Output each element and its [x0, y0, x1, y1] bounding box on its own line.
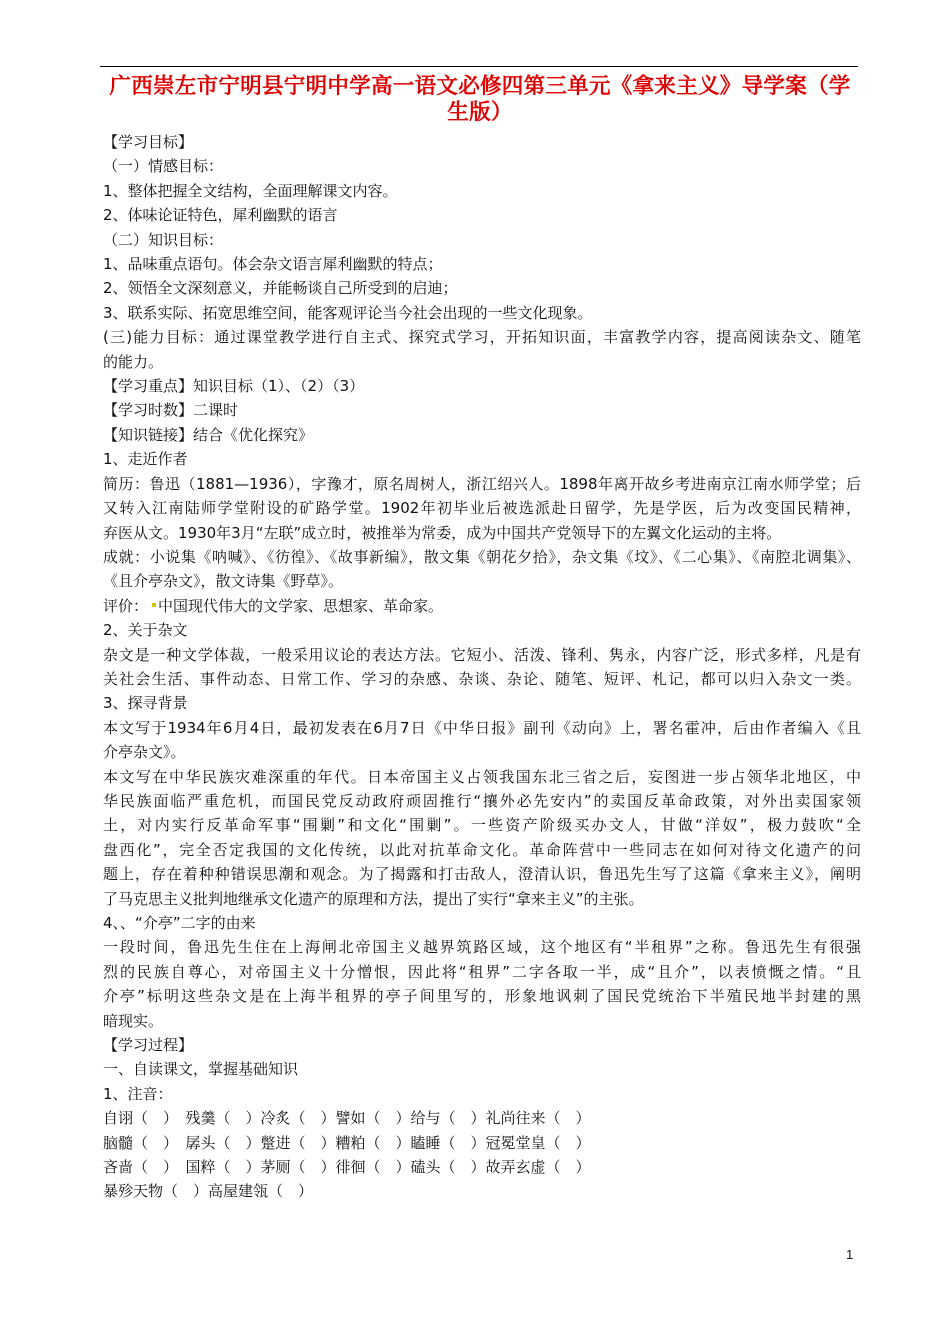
- text-line: 3、联系实际、拓宽思维空间，能客观评论当今社会出现的一些文化现象。: [103, 303, 593, 322]
- text-line: 3、探寻背景: [103, 694, 188, 713]
- text-line: 1、走近作者: [103, 450, 188, 469]
- text-line: 关社会生活、事件动态、日常工作、学习的杂感、杂谈、杂论、随笔、短评、札记，都可以归入杂文一类。: [103, 669, 861, 688]
- section-heading: 【学习目标】: [103, 133, 194, 151]
- text-line: 一、自读课文，掌握基础知识: [103, 1060, 299, 1079]
- text-line: 成就：小说集《呐喊》、《彷徨》、《故事新编》，散文集《朝花夕拾》，杂文集《坟》、《二心集》、《南腔北调集》、: [103, 547, 861, 566]
- text-line: 2、体味论证特色，犀利幽默的语言: [103, 206, 338, 225]
- text-line: 1、品味重点语句。体会杂文语言犀利幽默的特点；: [103, 255, 443, 274]
- text-line: 本文写在中华民族灾难深重的年代。日本帝国主义占领我国东北三省之后，妄图进一步占领华北地区，中: [103, 767, 861, 786]
- pinyin-row: 暴殄天物（ ）高屋建瓴（ ）: [103, 1182, 314, 1201]
- page-number: 1: [846, 1247, 854, 1262]
- document-body: [103, 130, 861, 1204]
- text-line: 弃医从文。1930年3月“左联”成立时，被推举为常委，成为中国共产党领导下的左翼文化运动的主将。: [103, 523, 782, 542]
- text-line: 《且介亭杂文》，散文诗集《野草》。: [103, 572, 344, 591]
- text-line: 4、、“介亭”二字的由来: [103, 914, 256, 932]
- text-line: 了马克思主义批判地继承文化遗产的原理和方法，提出了实行“拿来主义”的主张。: [103, 889, 644, 908]
- text-line: (三)能力目标：通过课堂教学进行自主式、探究式学习，开拓知识面，丰富教学内容，提高阅读杂文、随笔: [103, 328, 861, 347]
- text-line: 土，对内实行反革命军事“围剿”和文化“围剿”。一些资产阶级买办文人，甘做“洋奴”，极力鼓吹“全: [103, 816, 861, 835]
- text-line: 又转入江南陆师学堂附设的矿路学堂。1902年初毕业后被选派赴日留学，先是学医，后为改变国民精神，: [103, 499, 861, 518]
- text-line: 的能力。: [103, 352, 164, 371]
- text-line: 杂文是一种文学体裁，一般采用议论的表达方法。它短小、活泼、锋利、隽永，内容广泛，形式多样，凡是有: [103, 645, 861, 664]
- section-heading: 【学习过程】: [103, 1036, 194, 1055]
- text-line: 烈的民族自尊心，对帝国主义十分憎恨，因此将“租界”二字各取一半，成“且介”，以表愤慨之情。“且: [103, 962, 861, 981]
- text-line: （一）情感目标：: [103, 157, 224, 176]
- pinyin-row: 自诩（ ） 残羹（ ）冷炙（ ）譬如（ ）给与（ ）礼尚往来（ ）: [103, 1109, 591, 1128]
- text-line: 题上，存在着种种错误思潮和观念。为了揭露和打击敌人，澄清认识，鲁迅先生写了这篇《拿来主义》，阐明: [103, 865, 861, 884]
- text-line: 介亭杂文》。: [103, 743, 186, 762]
- text-line: 介亭”标明这些杂文是在上海半租界的亭子间里写的，形象地讽刺了国民党统治下半殖民地半封建的黑: [103, 987, 861, 1006]
- text-line: 2、领悟全文深刻意义，并能畅谈自己所受到的启迪；: [103, 279, 458, 298]
- section-heading: 【知识链接】结合《优化探究》: [103, 425, 314, 444]
- text-line: （二）知识目标：: [103, 230, 224, 249]
- text-line: 本文写于1934年6月4日，最初发表在6月7日《中华日报》副刊《动向》上，署名霍冲，后由作者编入《且: [103, 718, 861, 737]
- pinyin-row: 吝啬（ ） 国粹（ ）茅厕（ ）徘徊（ ）磕头（ ）故弄玄虚（ ）: [103, 1158, 591, 1177]
- highlight-mark: [152, 603, 156, 607]
- text-line: 1、整体把握全文结构，全面理解课文内容。: [103, 181, 398, 200]
- text-line: 1、注音：: [103, 1084, 173, 1103]
- text-line: 华民族面临严重危机，而国民党反动政府顽固推行“攘外必先安内”的卖国反革命政策，对外出卖国家领: [103, 791, 861, 810]
- text-line: 一段时间，鲁迅先生住在上海闸北帝国主义越界筑路区域，这个地区有“半租界”之称。鲁迅先生有很强: [103, 938, 861, 957]
- text-line: [103, 594, 861, 618]
- evaluation-label: 评价：: [103, 596, 149, 615]
- section-heading: 【学习时数】二课时: [103, 401, 239, 420]
- document-title: 广西崇左市宁明县宁明中学高一语文必修四第三单元《拿来主义》导学案（学生版）: [109, 74, 851, 125]
- section-heading: 【学习重点】知识目标（1）、（2）（3）: [103, 377, 365, 396]
- evaluation-text: 中国现代伟大的文学家、思想家、革命家。: [158, 596, 444, 615]
- text-line: 盘西化”，完全否定我国的文化传统，以此对抗革命文化。革命阵营中一些同志在如何对待文化遗产的问: [103, 840, 861, 859]
- header-rule: [100, 66, 858, 67]
- text-line: 简历：鲁迅（1881—1936），字豫才，原名周树人，浙江绍兴人。1898年离开故乡考进南京江南水师学堂；后: [103, 474, 861, 493]
- pinyin-row: 脑髓（ ） 孱头（ ）蹩进（ ）糟粕（ ）瞌睡（ ）冠冕堂皇（ ）: [103, 1133, 591, 1152]
- text-line: 暗现实。: [103, 1011, 164, 1030]
- text-line: 2、关于杂文: [103, 621, 188, 640]
